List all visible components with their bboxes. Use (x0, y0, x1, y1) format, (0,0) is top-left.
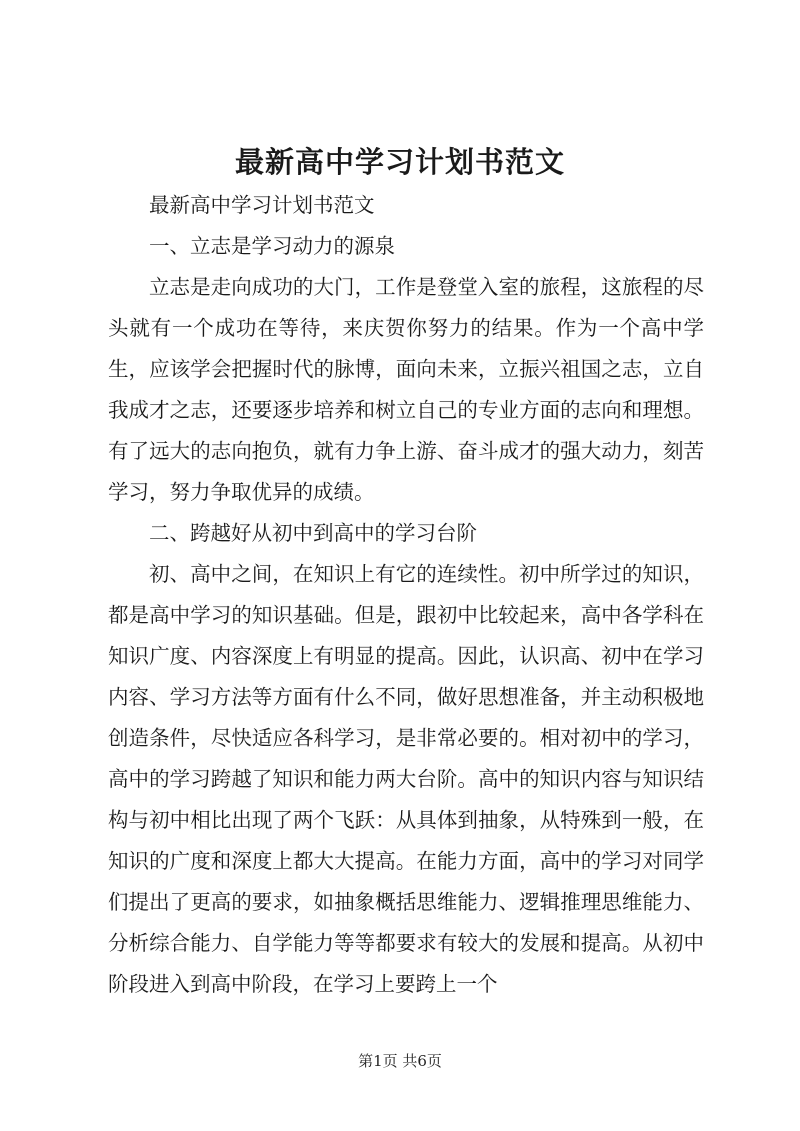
paragraph-1: 立志是走向成功的大门，工作是登堂入室的旅程，这旅程的尽头就有一个成功在等待，来庆贺你努力的结果。作为一个高中学生，应该学会把握时代的脉博，面向未来，立振兴祖国之志，立自我成才之志，还要逐步培养和树立自己的专业方面的志向和理想。有了远大的志向抱负，就有力争上游、奋斗成才的强大动力，刻苦学习，努力争取优异的成绩。 (108, 275, 704, 504)
section-heading-1: 一、立志是学习动力的源泉 (149, 234, 395, 258)
section-heading-2: 二、跨越好从初中到高中的学习台阶 (149, 521, 477, 545)
document-body (108, 185, 704, 1005)
paragraph-2: 初、高中之间，在知识上有它的连续性。初中所学过的知识，都是高中学习的知识基础。但是，跟初中比较起来，高中各学科在知识广度、内容深度上有明显的提高。因此，认识高、初中在学习内容、学习方法等方面有什么不同，做好思想准备，并主动积极地创造条件，尽快适应各科学习，是非常必要的。相对初中的学习，高中的学习跨越了知识和能力两大台阶。高中的知识内容与知识结构与初中相比出现了两个飞跃：从具体到抽象，从特殊到一般，在知识的广度和深度上都大大提高。在能力方面，高中的学习对同学们提出了更高的要求，如抽象概括思维能力、逻辑推理思维能力、分析综合能力、自学能力等等都要求有较大的发展和提高。从初中阶段进入到高中阶段，在学习上要跨上一个 (108, 562, 704, 996)
paragraph-subtitle: 最新高中学习计划书范文 (149, 193, 375, 217)
page-number-footer: 第1页 共6页 (358, 1052, 442, 1070)
page-title: 最新高中学习计划书范文 (234, 145, 565, 179)
